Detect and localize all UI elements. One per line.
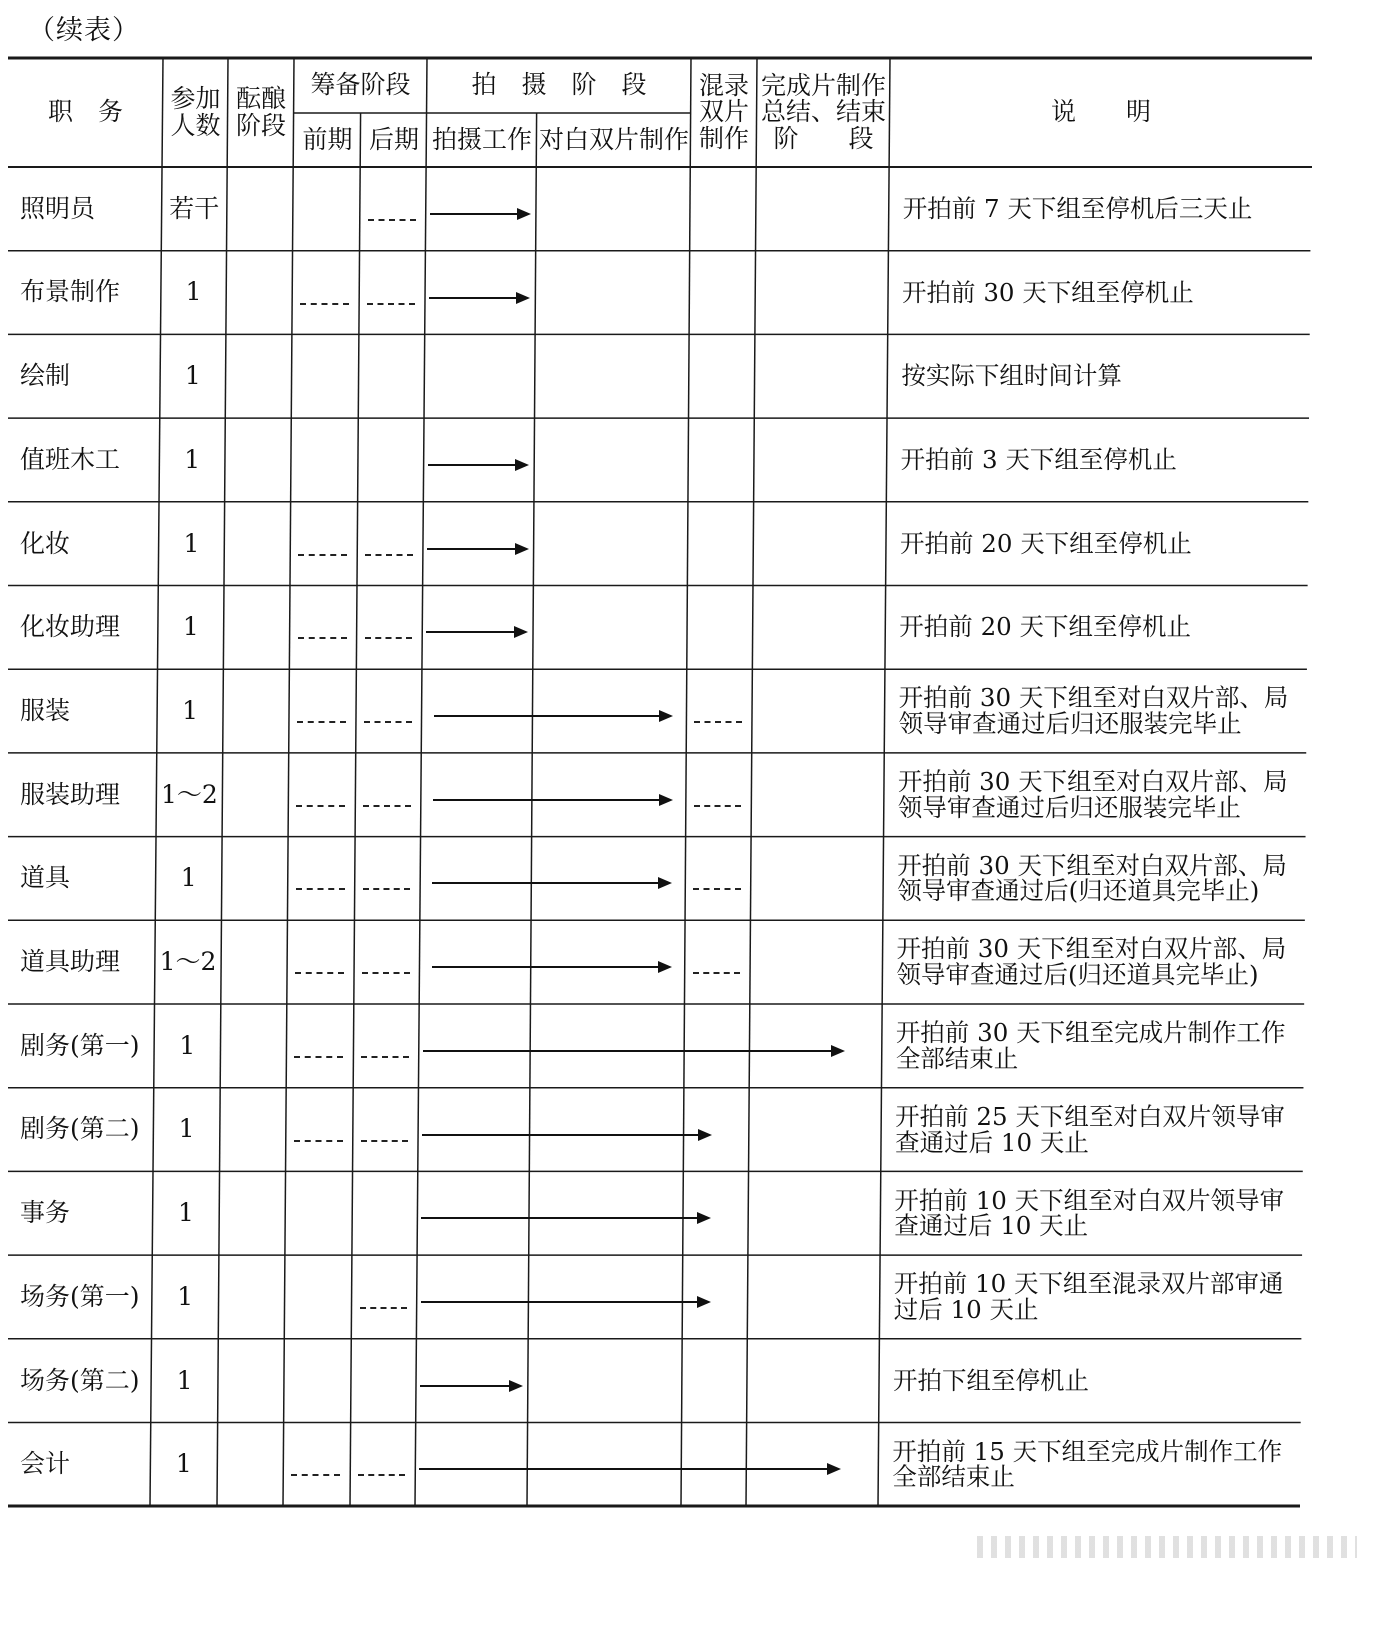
table-row-count: 1 bbox=[182, 612, 199, 642]
timeline-arrow bbox=[419, 1468, 838, 1470]
table-row-note: 开拍前 3 天下组至停机止 bbox=[900, 445, 1177, 475]
header-note: 说 明 bbox=[1050, 97, 1151, 127]
timeline-arrow bbox=[430, 213, 528, 215]
column-divider bbox=[283, 58, 294, 1506]
table-row-role: 值班木工 bbox=[20, 444, 121, 474]
header-dialogue-print: 对白双片制作 bbox=[538, 124, 689, 154]
table-row-role: 剧务(第一) bbox=[20, 1030, 140, 1060]
timeline-dashed-segment bbox=[365, 554, 413, 556]
header-shooting-work: 拍摄工作 bbox=[431, 124, 532, 154]
table-row-count: 1 bbox=[177, 1281, 194, 1311]
table-row-role: 服装助理 bbox=[20, 779, 121, 809]
page-caption: （续表） bbox=[28, 15, 140, 46]
column-divider bbox=[527, 113, 537, 1506]
table-row-note: 开拍前 30 天下组至对白双片部、局领导审查通过后归还服装完毕止 bbox=[897, 767, 1288, 822]
column-divider bbox=[415, 58, 427, 1506]
timeline-dashed-segment bbox=[296, 805, 345, 807]
table-row-count: 1 bbox=[176, 1365, 193, 1395]
timeline-dashed-segment bbox=[694, 721, 742, 723]
timeline-dashed-segment bbox=[298, 637, 347, 639]
header-prep: 酝酿 阶段 bbox=[235, 84, 286, 140]
timeline-dashed-segment bbox=[364, 721, 412, 723]
scan-watermark bbox=[977, 1536, 1357, 1558]
header-planning-late: 后期 bbox=[368, 124, 419, 154]
timeline-arrow bbox=[432, 966, 669, 968]
table-row-note: 开拍前 10 天下组至混录双片部审通过后 10 天止 bbox=[893, 1269, 1284, 1324]
table-row-note: 开拍前 7 天下组至停机后三天止 bbox=[902, 193, 1253, 223]
table-row-count: 1 bbox=[177, 1198, 194, 1228]
table-row-note: 开拍前 15 天下组至完成片制作工作全部结束止 bbox=[892, 1436, 1283, 1492]
timeline-dashed-segment bbox=[362, 972, 409, 974]
table-row-role: 服装 bbox=[20, 695, 71, 725]
timeline-dashed-segment bbox=[361, 1140, 408, 1142]
table-row-role: 会计 bbox=[20, 1449, 71, 1479]
header-count: 参加 人数 bbox=[170, 84, 221, 140]
table-row-count: 1 bbox=[184, 361, 201, 391]
column-divider bbox=[350, 113, 361, 1506]
table-row-count: 1 bbox=[183, 528, 200, 558]
timeline-arrow bbox=[421, 1301, 708, 1303]
header-role: 职 务 bbox=[47, 97, 123, 127]
table-row-note: 开拍前 30 天下组至停机止 bbox=[902, 277, 1194, 307]
timeline-dashed-segment bbox=[294, 1140, 343, 1142]
timeline-dashed-segment bbox=[693, 888, 740, 890]
timeline-dashed-segment bbox=[363, 805, 410, 807]
header-shooting: 拍 摄 阶 段 bbox=[471, 70, 647, 100]
timeline-arrow bbox=[423, 1050, 842, 1052]
table-row-role: 布景制作 bbox=[20, 277, 121, 307]
timeline-arrow bbox=[422, 1134, 709, 1136]
timeline-dashed-segment bbox=[694, 805, 741, 807]
table-row-note: 开拍前 10 天下组至对白双片领导审查通过后 10 天止 bbox=[894, 1185, 1285, 1241]
table-row-role: 剧务(第二) bbox=[20, 1114, 140, 1144]
table-row-note: 开拍前 25 天下组至对白双片领导审查通过后 10 天止 bbox=[895, 1101, 1285, 1157]
column-divider bbox=[681, 58, 691, 1506]
timeline-arrow bbox=[420, 1385, 520, 1387]
table-row-count: 1～2 bbox=[159, 947, 217, 977]
timeline-dashed-segment bbox=[291, 1474, 340, 1476]
timeline-dashed-segment bbox=[365, 637, 413, 639]
timeline-arrow bbox=[432, 882, 669, 884]
timeline-arrow bbox=[426, 631, 525, 633]
table-row-note: 按实际下组时间计算 bbox=[901, 361, 1122, 391]
table-row-role: 事务 bbox=[20, 1198, 71, 1228]
table-row-count: 1～2 bbox=[160, 779, 218, 809]
timeline-arrow bbox=[433, 799, 670, 801]
timeline-arrow bbox=[428, 464, 527, 466]
timeline-dashed-segment bbox=[693, 972, 740, 974]
timeline-dashed-segment bbox=[298, 554, 347, 556]
table-row-count: 1 bbox=[185, 277, 202, 307]
table-row-note: 开拍前 30 天下组至对白双片部、局领导审查通过后(归还道具完毕止) bbox=[896, 934, 1287, 990]
table-row-count: 若干 bbox=[169, 193, 220, 223]
table-row-note: 开拍下组至停机止 bbox=[893, 1365, 1090, 1395]
timeline-dashed-segment bbox=[297, 721, 346, 723]
timeline-dashed-segment bbox=[360, 1307, 407, 1309]
timeline-dashed-segment bbox=[294, 1056, 343, 1058]
timeline-dashed-segment bbox=[295, 972, 344, 974]
table-row-count: 1 bbox=[175, 1449, 192, 1479]
column-divider bbox=[746, 58, 757, 1506]
table-row-count: 1 bbox=[180, 863, 197, 893]
table-row-role: 化妆助理 bbox=[20, 612, 121, 642]
table-row-role: 道具助理 bbox=[20, 947, 121, 977]
timeline-dashed-segment bbox=[367, 303, 415, 305]
timeline-dashed-segment bbox=[296, 888, 345, 890]
timeline-dashed-segment bbox=[361, 1056, 408, 1058]
table-row-role: 绘制 bbox=[20, 361, 71, 391]
table-row-count: 1 bbox=[184, 444, 201, 474]
table-row-note: 开拍前 30 天下组至对白双片部、局领导审查通过后归还服装完毕止 bbox=[898, 683, 1289, 739]
timeline-arrow bbox=[427, 548, 526, 550]
header-planning-early: 前期 bbox=[302, 124, 353, 154]
table-row-note: 开拍前 20 天下组至停机止 bbox=[899, 612, 1192, 642]
table-row-count: 1 bbox=[179, 1030, 196, 1060]
table-row-role: 场务(第一) bbox=[20, 1281, 140, 1311]
table-row-role: 照明员 bbox=[20, 193, 96, 223]
header-finish: 完成片制作 总结、结束 阶 段 bbox=[760, 71, 886, 153]
timeline-dashed-segment bbox=[368, 219, 416, 221]
timeline-arrow bbox=[429, 297, 527, 299]
table-row-count: 1 bbox=[178, 1114, 195, 1144]
table-row-count: 1 bbox=[182, 695, 199, 725]
timeline-arrow bbox=[421, 1217, 708, 1219]
table-row-note: 开拍前 30 天下组至完成片制作工作全部结束止 bbox=[895, 1018, 1286, 1073]
header-mix-print: 混录 双片 制作 bbox=[698, 71, 749, 153]
table-row-role: 道具 bbox=[20, 863, 71, 893]
timeline-arrow bbox=[434, 715, 671, 717]
table-row-role: 场务(第二) bbox=[20, 1365, 140, 1395]
table-row-note: 开拍前 30 天下组至对白双片部、局领导审查通过后(归还道具完毕止) bbox=[897, 850, 1287, 906]
table-row-note: 开拍前 20 天下组至停机止 bbox=[899, 528, 1192, 558]
header-planning: 筹备阶段 bbox=[310, 70, 411, 100]
timeline-dashed-segment bbox=[358, 1474, 405, 1476]
timeline-dashed-segment bbox=[300, 303, 349, 305]
table-row-role: 化妆 bbox=[20, 528, 71, 558]
timeline-dashed-segment bbox=[363, 888, 410, 890]
